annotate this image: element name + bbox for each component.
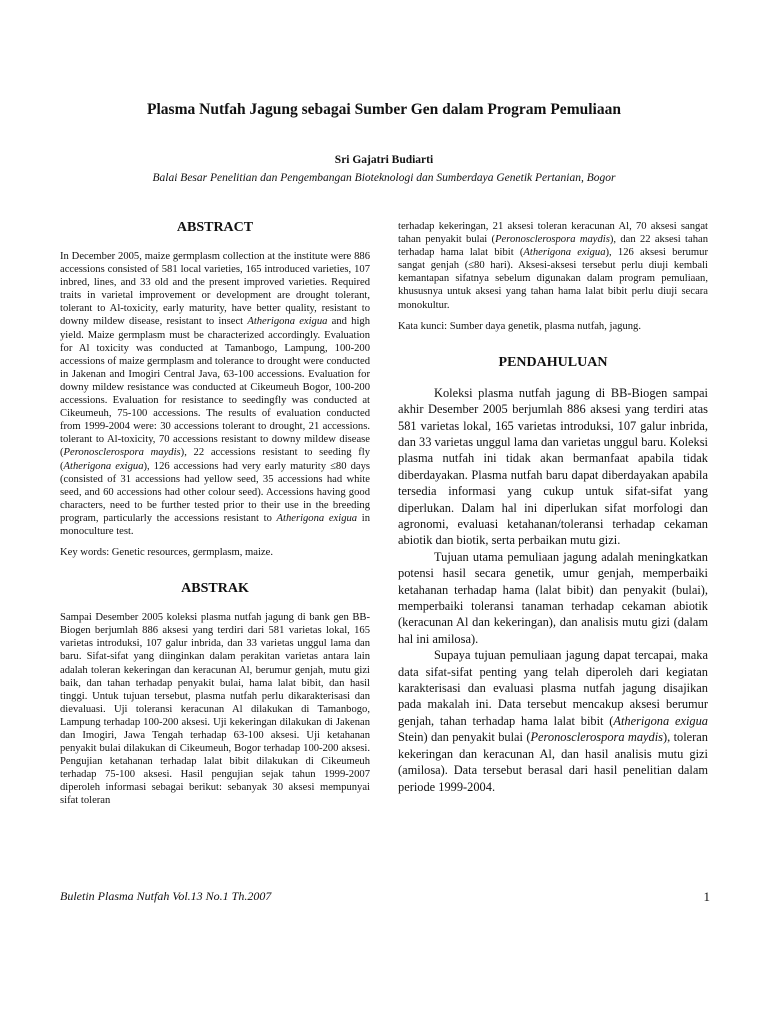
intro-paragraph-1: Koleksi plasma nutfah jagung di BB-Biogen sampai akhir Desember 2005 berjumlah 886 aksesi yang terdiri atas 581 varietas lokal, 165 varietas introduksi, 107 galur inbrida, dan 33 varietas unggul lama dan varietas unggul baru. Koleksi plasma nutfah ini tidak akan bermanfaat apabila tidak diberdayakan. Plasma nutfah baru dapat diberdayakan apabila tersedia informasi yang cukup untuk sifat-sifat yang diperlukan. Dalam hal ini diperlukan sifat morfologi dan agronomi, evaluasi ketahanan/toleransi terhadap cekaman abiotik dan biotik, serta perbaikan mutu gizi. [398,385,708,548]
page-number: 1 [703,889,710,904]
pendahuluan-heading: PENDAHULUAN [498,354,608,370]
abstrak-heading: ABSTRAK [181,581,249,597]
author-name: Sri Gajatri Budiarti [334,154,434,166]
abstract-keywords: Key words: Genetic resources, germplasm, maize. [60,547,273,559]
paper-title: Plasma Nutfah Jagung sebagai Sumber Gen dalam Program Pemuliaan [147,101,621,118]
abstrak-text-part2: terhadap kekeringan, 21 aksesi toleran keracunan Al, 70 aksesi sangat tahan penyakit bulai (Peronosclerospora maydis), dan 22 aksesi tahan terhadap hama lalat bibit (Atherigona exigua), 126 aksesi berumur sangat genjah (≤80 hari). Aksesi-aksesi tersebut perlu diuji kembali kemantapan sifatnya sebelum digunakan dalam program pemuliaan, khususnya untuk aksesi yang tahan hama lalat bibit perlu diuji secara monokultur. [398,221,708,311]
journal-footer: Buletin Plasma Nutfah Vol.13 No.1 Th.2007 [60,889,272,903]
abstract-text: In December 2005, maize germplasm collection at the institute were 886 accessions consisted of 581 local varieties, 165 introduced varieties, 107 inbred, lines, and 33 old and the present improved varieties. Required traits in varietal improvement or development are drought tolerant, tolerant to Al-toxicity, early maturity, have better quality, resistant to downy mildew disease, resistant to insect Atherigona exigua and high yield. Maize germplasm must be characterized accordingly. Evaluation for Al toxicity was conducted at Tamanbogo, Lampung, 100-200 accessions of maize germplasm and tolerance to drought were conducted in Jakenan and Imogiri Central Java, 63-100 accessions. Evaluation for downy mildew resistance was conducted at Cikeumeuh Bogor, 100-200 accessions. Evaluation for resistance to seedingfly was conducted at Cikeumeuh, 75-100 accessions. The results of evaluation conducted from 1999-2004 were: 30 accessions tolerant to drought, 21 accessions. tolerant to Al-toxicity, 70 accessions resistant to downy mildew disease (Peronosclerospora maydis), 22 accessions resistant to seeding fly (Atherigona exigua), 126 accessions had very early maturity ≤80 days (consisted of 31 accessions had yellow seed, 35 accessions had white seed, and 60 accessions had other colour seed). Accessions having good characters, need to be further tested prior to their use in the breeding program, particularly the accessions resistant to Atherigona exigua in monoculture test. [60,251,371,537]
abstract-heading: ABSTRACT [176,220,254,235]
intro-paragraph-3: Supaya tujuan pemuliaan jagung dapat tercapai, maka data sifat-sifat penting yang telah diperoleh dari kegiatan karakterisasi dan evaluasi plasma nutfah jagung disajikan pada makalah ini. Data tersebut mencakup aksesi berumur genjah, tahan terhadap hama lalat bibit (Atherigona exigua Stein) dan penyakit bulai (Peronosclerospora maydis), toleran kekeringan dan keracunan Al, dan hasil analisis mutu gizi (amilosa). Data tersebut berasal dari hasil penelitian dalam periode 1999-2004. [398,648,708,794]
left-column [60,220,370,821]
abstrak-text-part1: Sampai Desember 2005 koleksi plasma nutfah jagung di bank gen BB-Biogen berjumlah 886 aksesi yang terdiri dari 581 varietas lokal, 165 varietas introduksi, 107 galur inbrida, dan 33 varietas unggul lama dan baru. Sifat-sifat yang diinginkan dalam perakitan varietas antara lain adalah toleran kekeringan dan keracunan Al, berumur genjah, mutu gizi baik, dan tahan terhadap penyakit bulai, hama lalat bibit, dan hasil tinggi. Untuk tujuan tersebut, plasma nutfah perlu dikarakterisasi dan dievaluasi. Uji toleransi keracunan Al dilakukan di Tamanbogo, Lampung terhadap 100-200 aksesi. Uji kekeringan dilakukan di Jakenan dan Imogiri, Jawa Tengah terhadap 63-100 aksesi. Uji ketahanan penyakit bulai dilakukan di Cikeumeuh, Bogor terhadap 100-200 aksesi. Pengujian ketahanan terhadap lalat bibit dilakukan di Cikeumeuh terhadap 75-100 aksesi. Hasil pengujian sejak tahun 1999-2007 diperoleh informasi sebagai berikut: sebanyak 30 aksesi mempunyai sifat toleran [60,612,370,807]
author-affiliation: Balai Besar Penelitian dan Pengembangan Bioteknologi dan Sumberdaya Genetik Pertanian, Bogor [152,172,616,184]
abstrak-keywords: Kata kunci: Sumber daya genetik, plasma nutfah, jagung. [398,320,641,332]
intro-paragraph-2: Tujuan utama pemuliaan jagung adalah meningkatkan potensi hasil secara genetik, umur genjah, memperbaiki ketahanan terhadap hama (lalat bibit) dan penyakit (bulai), memperbaiki toleransi tanaman terhadap cekaman abiotik (keracunan Al dan kekeringan), dan analisis mutu gizi (dalam hal ini amilosa). [398,549,708,646]
right-column [398,220,708,795]
